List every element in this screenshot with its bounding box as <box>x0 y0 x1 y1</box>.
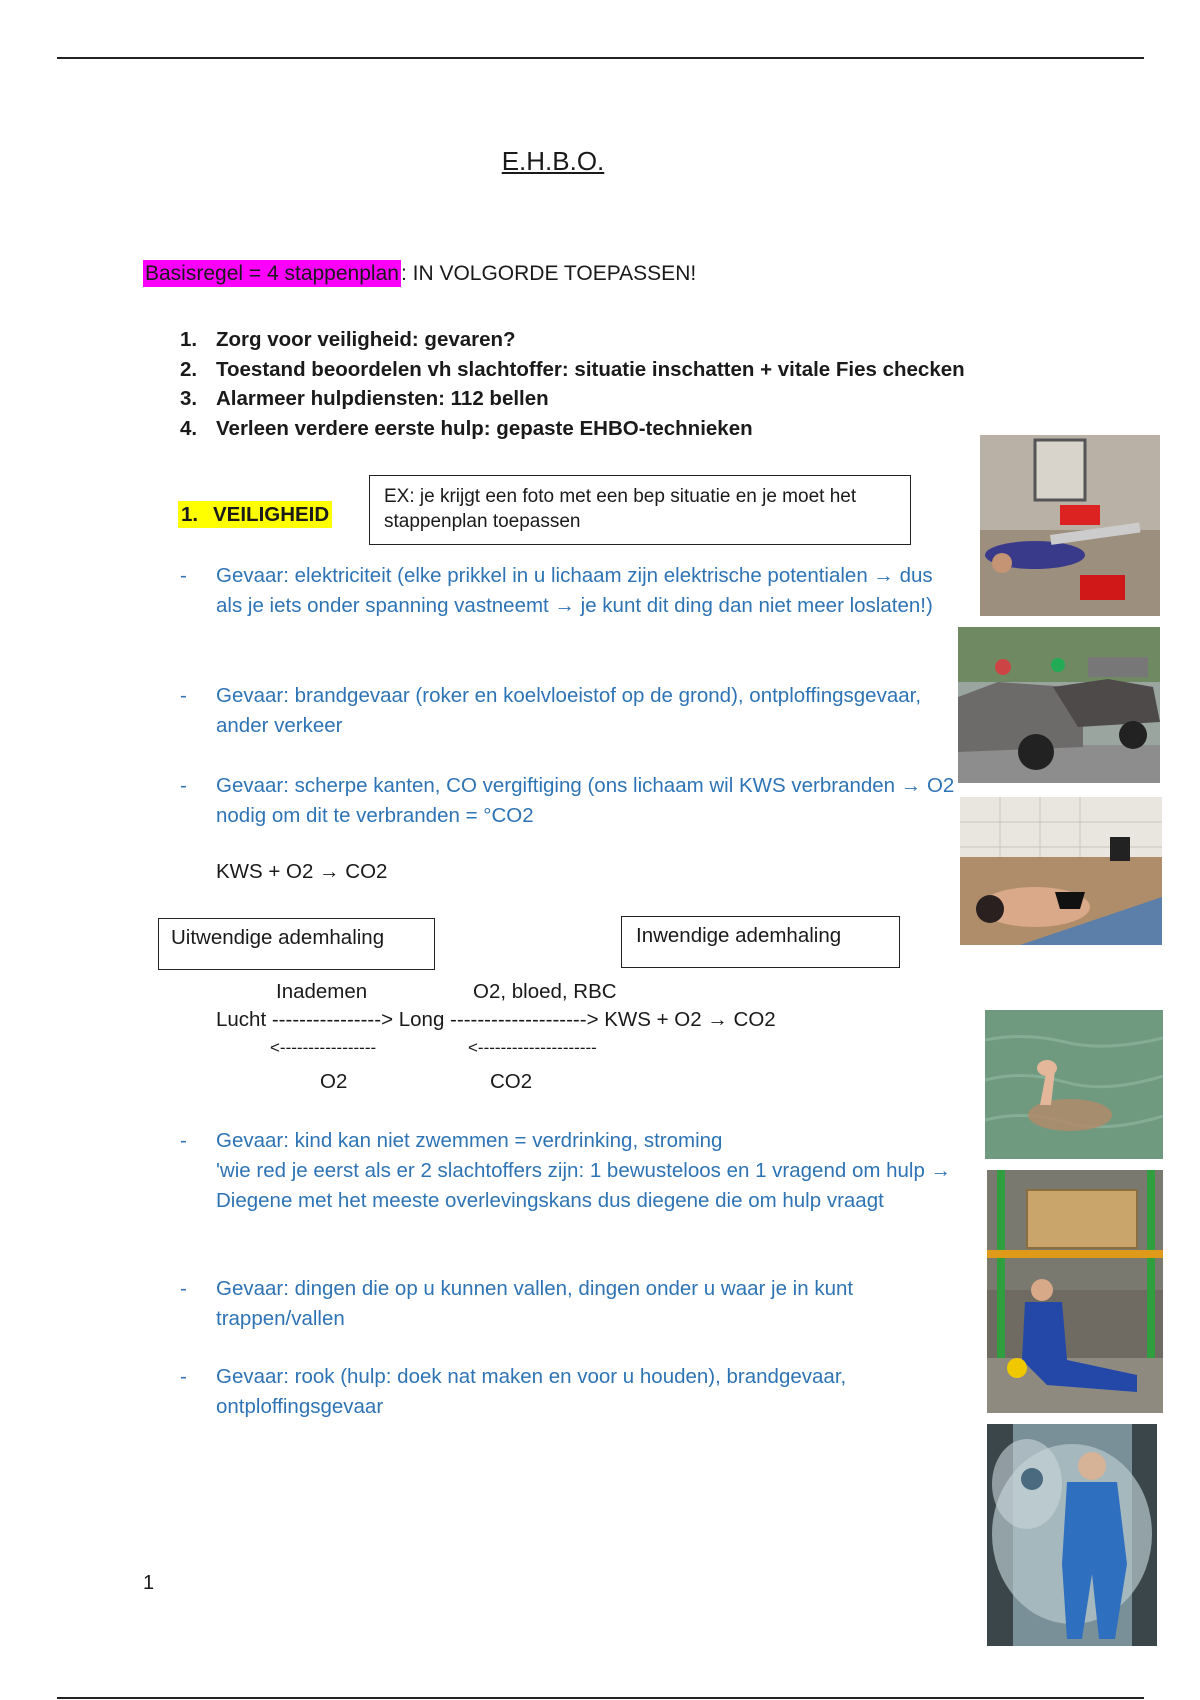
steps-list <box>180 325 965 443</box>
diagram-back-arrow-1: <----------------- <box>270 1038 377 1057</box>
warehouse-fall-photo <box>987 1170 1163 1413</box>
diagram-label-inademen: Inademen <box>276 980 368 1003</box>
list-item: 2. Toestand beoordelen vh slachtoffer: situatie inschatten + vitale Fies checken <box>180 357 965 381</box>
electrocution-photo <box>980 435 1160 616</box>
top-rule <box>57 57 1144 59</box>
section-heading-veiligheid: 1. VEILIGHEID <box>178 503 332 527</box>
bathroom-co-photo <box>960 797 1162 945</box>
diagram-label-o2-blood: O2, bloed, RBC <box>473 980 617 1003</box>
hazard-item: - Gevaar: scherpe kanten, CO vergiftiging (ons lichaam wil KWS verbranden → O2 nodig om dit te verbranden = °CO2 <box>180 774 955 827</box>
hazard-item: - Gevaar: kind kan niet zwemmen = verdrinking, stroming 'wie red je eerst als er 2 slachtoffers zijn: 1 bewusteloos en 1 vragend om hulp → Diegene met het meeste overlevingskans dus diegene die om hulp vraagt <box>180 1126 960 1216</box>
example-box: EX: je krijgt een foto met een bep situatie en je moet het stappenplan toepassen <box>369 475 911 545</box>
list-item: 1. Zorg voor veiligheid: gevaren? <box>180 328 516 351</box>
diagram-forward-row: Lucht ----------------> Long --------------------> KWS + O2 → CO2 <box>216 1008 776 1031</box>
list-item: 4. Verleen verdere eerste hulp: gepaste EHBO-technieken <box>180 416 753 440</box>
hazard-item: - Gevaar: elektriciteit (elke prikkel in u lichaam zijn elektrische potentialen → dus als je iets onder spanning vastneemt → je kunt dit ding dan niet meer loslaten!) <box>180 564 933 617</box>
list-item: 3. Alarmeer hulpdiensten: 112 bellen <box>180 387 549 410</box>
diagram-label-co2: CO2 <box>490 1070 533 1093</box>
hazard-item: - Gevaar: brandgevaar (roker en koelvloeistof op de grond), ontploffingsgevaar, ander verkeer <box>180 684 922 737</box>
diagram-back-arrow-2: <--------------------- <box>468 1038 597 1057</box>
hazard-item: - Gevaar: dingen die op u kunnen vallen, dingen onder u waar je in kunt trappen/vallen <box>180 1277 854 1330</box>
internal-respiration-box: Inwendige ademhaling <box>621 916 900 968</box>
bottom-rule <box>57 1697 1144 1699</box>
smoke-escape-photo <box>987 1424 1157 1646</box>
drowning-photo <box>985 1010 1163 1159</box>
page-title: E.H.B.O. <box>501 146 605 176</box>
page-number: 1 <box>143 1572 155 1594</box>
car-accident-photo <box>958 627 1160 783</box>
formula: KWS + O2 → CO2 <box>216 860 388 883</box>
external-respiration-box: Uitwendige ademhaling <box>158 918 435 970</box>
basic-rule-rest: : IN VOLGORDE TOEPASSEN! <box>400 262 697 285</box>
diagram-label-o2: O2 <box>320 1070 348 1093</box>
basic-rule-line <box>143 262 696 286</box>
basic-rule-highlight: Basisregel = 4 stappenplan <box>145 262 399 285</box>
rescue-priority-note: 'wie red je eerst als er 2 slachtoffers zijn: 1 bewusteloos en 1 vragend om hulp → Diegene met het meeste overlevingskans dus diegene die om hulp vraagt <box>216 1159 952 1212</box>
hazard-item: - Gevaar: rook (hulp: doek nat maken en voor u houden), brandgevaar, ontploffingsgevaar <box>180 1365 847 1418</box>
